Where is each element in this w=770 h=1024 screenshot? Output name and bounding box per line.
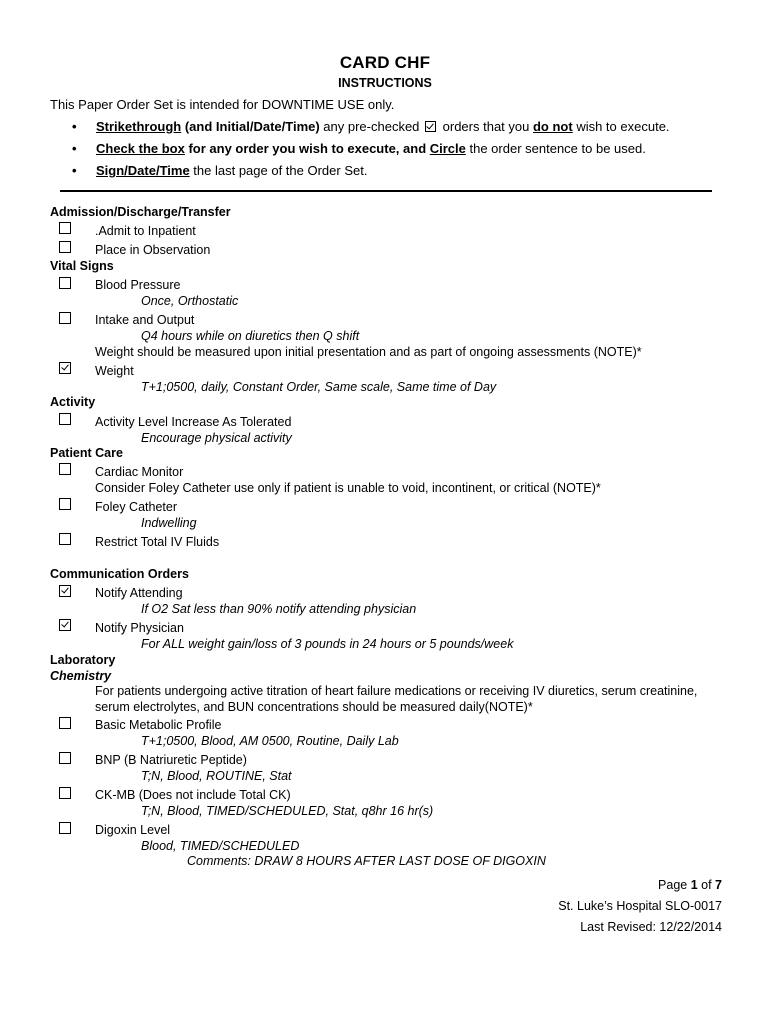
- notify-attending-checkbox[interactable]: [59, 585, 71, 597]
- bnp-detail: T;N, Blood, ROUTINE, Stat: [141, 769, 292, 783]
- admit-inpatient-label: .Admit to Inpatient: [95, 224, 196, 238]
- section-activity: Activity: [50, 395, 96, 409]
- activity-level-checkbox[interactable]: [59, 413, 71, 425]
- digoxin-detail: Blood, TIMED/SCHEDULED: [141, 839, 300, 853]
- restrict-iv-fluids-label: Restrict Total IV Fluids: [95, 535, 220, 549]
- circle-label: Circle: [429, 141, 466, 156]
- weight-detail: T+1;0500, daily, Constant Order, Same scale, Same time of Day: [141, 380, 497, 394]
- section-laboratory: Laboratory: [50, 653, 116, 667]
- intake-output-checkbox[interactable]: [59, 312, 71, 324]
- digoxin-comment: Comments: DRAW 8 HOURS AFTER LAST DOSE OF DIGOXIN: [187, 854, 546, 868]
- intake-output-detail: Q4 hours while on diuretics then Q shift: [141, 329, 360, 343]
- page-number: [658, 878, 722, 892]
- activity-level-detail: Encourage physical activity: [141, 431, 292, 445]
- digoxin-checkbox[interactable]: [59, 822, 71, 834]
- intake-output-label: Intake and Output: [95, 313, 195, 327]
- page-title: CARD CHF: [339, 53, 431, 72]
- notify-physician-checkbox[interactable]: [59, 619, 71, 631]
- notify-attending-detail: If O2 Sat less than 90% notify attending physician: [141, 602, 417, 616]
- section-vital-signs: Vital Signs: [50, 259, 114, 273]
- cardiac-monitor-checkbox[interactable]: [59, 463, 71, 475]
- bullet-text: wish to execute.: [572, 119, 670, 134]
- notify-attending-label: Notify Attending: [95, 586, 183, 600]
- bmp-detail: T+1;0500, Blood, AM 0500, Routine, Daily Lab: [141, 734, 399, 748]
- section-admission: Admission/Discharge/Transfer: [50, 205, 231, 219]
- activity-level-label: Activity Level Increase As Tolerated: [95, 415, 292, 429]
- instruction-bullet-2: [72, 141, 646, 156]
- bullet-text: for any order you wish to execute, and: [184, 141, 430, 156]
- admit-inpatient-checkbox[interactable]: [59, 222, 71, 234]
- bullet-text: orders that you: [439, 119, 533, 134]
- instruction-bullet-3: [72, 163, 367, 178]
- notify-physician-detail: For ALL weight gain/loss of 3 pounds in 24 hours or 5 pounds/week: [141, 637, 514, 651]
- do-not-label: do not: [532, 119, 573, 134]
- restrict-iv-fluids-checkbox[interactable]: [59, 533, 71, 545]
- subsection-chemistry: Chemistry: [50, 669, 112, 683]
- page-total: 7: [715, 878, 722, 892]
- digoxin-label: Digoxin Level: [95, 823, 171, 837]
- page-prefix: Page: [658, 878, 691, 892]
- bullet-text: the last page of the Order Set.: [189, 163, 368, 178]
- notify-physician-label: Notify Physician: [95, 621, 184, 635]
- instruction-bullet-1: [72, 119, 670, 134]
- foley-catheter-checkbox[interactable]: [59, 498, 71, 510]
- foley-note: Consider Foley Catheter use only if patient is unable to void, incontinent, or critical (NOTE)*: [95, 481, 601, 495]
- blood-pressure-detail: Once, Orthostatic: [141, 294, 239, 308]
- lab-note-line-2: serum electrolytes, and BUN concentrations should be measured daily(NOTE)*: [95, 700, 533, 714]
- observation-checkbox[interactable]: [59, 241, 71, 253]
- bullet-icon: •: [72, 141, 77, 156]
- bmp-checkbox[interactable]: [59, 717, 71, 729]
- section-patient-care: Patient Care: [50, 446, 123, 460]
- ckmb-label: CK-MB (Does not include Total CK): [95, 788, 291, 802]
- lab-note-line-1: For patients undergoing active titration of heart failure medications or receiving IV diuretics, serum creatinine,: [95, 684, 698, 698]
- weight-checkbox[interactable]: [59, 362, 71, 374]
- bnp-checkbox[interactable]: [59, 752, 71, 764]
- initial-date-time-label: (and Initial/Date/Time): [181, 119, 320, 134]
- bullet-icon: •: [72, 163, 77, 178]
- blood-pressure-checkbox[interactable]: [59, 277, 71, 289]
- divider: [60, 190, 712, 192]
- page-current: 1: [690, 878, 698, 892]
- sign-date-time-label: Sign/Date/Time: [96, 163, 190, 178]
- last-revised: Last Revised: 12/22/2014: [580, 920, 722, 934]
- cardiac-monitor-label: Cardiac Monitor: [95, 465, 184, 479]
- bullet-text: the order sentence to be used.: [465, 141, 646, 156]
- bullet-icon: •: [72, 119, 77, 134]
- weight-note: Weight should be measured upon initial presentation and as part of ongoing assessments (NOTE)*: [95, 345, 642, 359]
- bmp-label: Basic Metabolic Profile: [95, 718, 222, 732]
- check-the-box-label: Check the box: [96, 141, 185, 156]
- section-communication-orders: Communication Orders: [50, 567, 189, 581]
- bullet-text: any pre-checked: [319, 119, 424, 134]
- checked-box-icon: [425, 121, 436, 132]
- intro-text: This Paper Order Set is intended for DOWNTIME USE only.: [50, 97, 395, 112]
- strikethrough-label: Strikethrough: [96, 119, 182, 134]
- instructions-heading: INSTRUCTIONS: [338, 76, 432, 90]
- foley-catheter-detail: Indwelling: [141, 516, 197, 530]
- page-of: of: [697, 878, 716, 892]
- foley-catheter-label: Foley Catheter: [95, 500, 177, 514]
- form-id: St. Luke’s Hospital SLO-0017: [558, 899, 722, 913]
- observation-label: Place in Observation: [95, 243, 211, 257]
- ckmb-checkbox[interactable]: [59, 787, 71, 799]
- ckmb-detail: T;N, Blood, TIMED/SCHEDULED, Stat, q8hr 16 hr(s): [141, 804, 434, 818]
- weight-label: Weight: [95, 364, 134, 378]
- bnp-label: BNP (B Natriuretic Peptide): [95, 753, 247, 767]
- blood-pressure-label: Blood Pressure: [95, 278, 181, 292]
